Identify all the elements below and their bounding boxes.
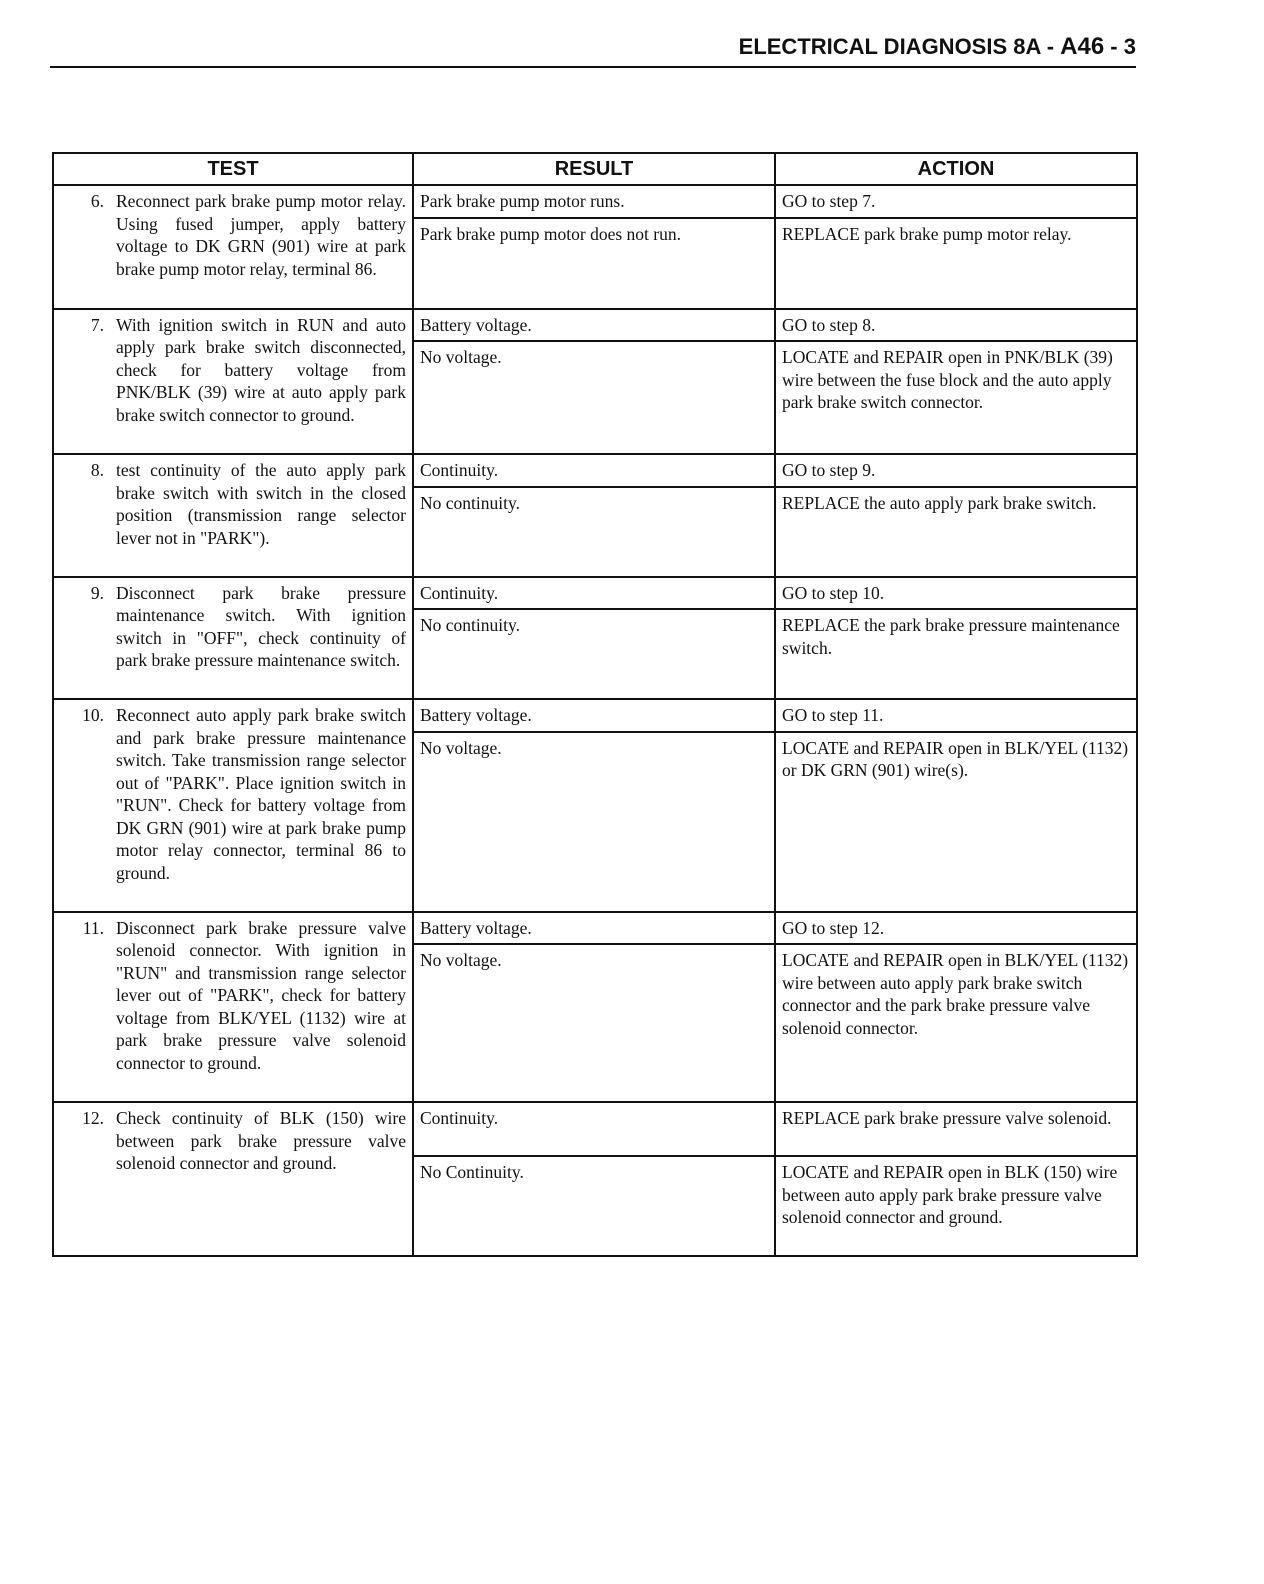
action-cell: REPLACE the park brake pressure maintenance switch.	[775, 609, 1137, 699]
step-number: 10.	[82, 705, 104, 725]
result-cell: No voltage.	[413, 732, 775, 912]
column-header-test: TEST	[53, 153, 413, 185]
result-cell: No voltage.	[413, 944, 775, 1102]
test-cell	[53, 185, 413, 309]
action-cell: REPLACE the auto apply park brake switch.	[775, 487, 1137, 577]
result-cell: No voltage.	[413, 341, 775, 454]
action-cell: LOCATE and REPAIR open in BLK (150) wire between auto apply park brake pressure valve solenoid connector and ground.	[775, 1156, 1137, 1256]
table-row	[53, 454, 1137, 487]
table-row	[53, 912, 1137, 945]
action-cell: GO to step 12.	[775, 912, 1137, 945]
test-cell	[53, 699, 413, 912]
step-number: 9.	[90, 582, 104, 603]
section-title: ELECTRICAL DIAGNOSIS 8A	[738, 34, 1041, 59]
result-cell: Continuity.	[413, 577, 775, 610]
page-number: 3	[1123, 34, 1136, 59]
step-number: 8.	[90, 460, 104, 480]
result-cell: Battery voltage.	[413, 309, 775, 342]
step-number: 12.	[82, 1108, 104, 1128]
test-text: Disconnect park brake pressure maintenance switch. With ignition switch in "OFF", check continuity of park brake pressure maintenance switch.	[116, 582, 406, 670]
test-cell	[53, 454, 413, 577]
table-row	[53, 1102, 1137, 1156]
page-header	[50, 30, 1136, 68]
test-cell	[53, 577, 413, 700]
result-cell: No continuity.	[413, 487, 775, 577]
result-cell: Battery voltage.	[413, 912, 775, 945]
table-row	[53, 309, 1137, 342]
result-cell: No Continuity.	[413, 1156, 775, 1256]
test-cell	[53, 1102, 413, 1256]
action-cell: LOCATE and REPAIR open in PNK/BLK (39) wire between the fuse block and the auto apply park brake switch connector.	[775, 341, 1137, 454]
action-cell: GO to step 8.	[775, 309, 1137, 342]
action-cell: GO to step 11.	[775, 699, 1137, 732]
step-number: 7.	[90, 314, 104, 335]
action-cell: REPLACE park brake pressure valve solenoid.	[775, 1102, 1137, 1156]
result-cell: No continuity.	[413, 609, 775, 699]
result-cell: Continuity.	[413, 1102, 775, 1156]
test-text: Reconnect park brake pump motor relay. Using fused jumper, apply battery voltage to DK GRN (901) wire at park brake pump motor relay, terminal 86.	[116, 191, 406, 279]
header-separator: -	[1046, 34, 1055, 59]
action-cell: LOCATE and REPAIR open in BLK/YEL (1132) wire between auto apply park brake switch connector and the park brake pressure valve solenoid connector.	[775, 944, 1137, 1102]
table-row	[53, 699, 1137, 732]
test-text: Disconnect park brake pressure valve solenoid connector. With ignition in "RUN" and transmission range selector lever out of "PARK", check for battery voltage from BLK/YEL (1132) wire at park brake pressure valve solenoid connector to ground.	[116, 917, 406, 1073]
test-text: Check continuity of BLK (150) wire between park brake pressure valve solenoid connector and ground.	[116, 1108, 406, 1173]
result-cell: Continuity.	[413, 454, 775, 487]
test-text: With ignition switch in RUN and auto apply park brake switch disconnected, check for battery voltage from PNK/BLK (39) wire at auto apply park brake switch connector to ground.	[116, 314, 406, 425]
action-cell: GO to step 9.	[775, 454, 1137, 487]
test-text: Reconnect auto apply park brake switch and park brake pressure maintenance switch. Take transmission range selector out of "PARK". Place ignition switch in "RUN". Check for battery voltage from DK GRN (901) wire at park brake pump motor relay connector, terminal 86 to ground.	[116, 705, 406, 883]
test-cell	[53, 309, 413, 455]
action-cell: LOCATE and REPAIR open in BLK/YEL (1132) or DK GRN (901) wire(s).	[775, 732, 1137, 912]
column-header-action: ACTION	[775, 153, 1137, 185]
table-row	[53, 577, 1137, 610]
action-cell: REPLACE park brake pump motor relay.	[775, 218, 1137, 309]
action-cell: GO to step 7.	[775, 185, 1137, 218]
table-row	[53, 185, 1137, 218]
step-number: 11.	[82, 917, 104, 938]
result-cell: Battery voltage.	[413, 699, 775, 732]
header-separator: -	[1110, 34, 1118, 59]
diagnosis-table	[52, 152, 1138, 1257]
section-code: A46	[1060, 33, 1105, 60]
test-text: test continuity of the auto apply park brake switch with switch in the closed position (transmission range selector lever not in "PARK").	[116, 460, 406, 548]
table-header-row	[53, 153, 1137, 185]
test-cell	[53, 912, 413, 1103]
action-cell: GO to step 10.	[775, 577, 1137, 610]
result-cell: Park brake pump motor does not run.	[413, 218, 775, 309]
step-number: 6.	[90, 191, 104, 211]
result-cell: Park brake pump motor runs.	[413, 185, 775, 218]
column-header-result: RESULT	[413, 153, 775, 185]
